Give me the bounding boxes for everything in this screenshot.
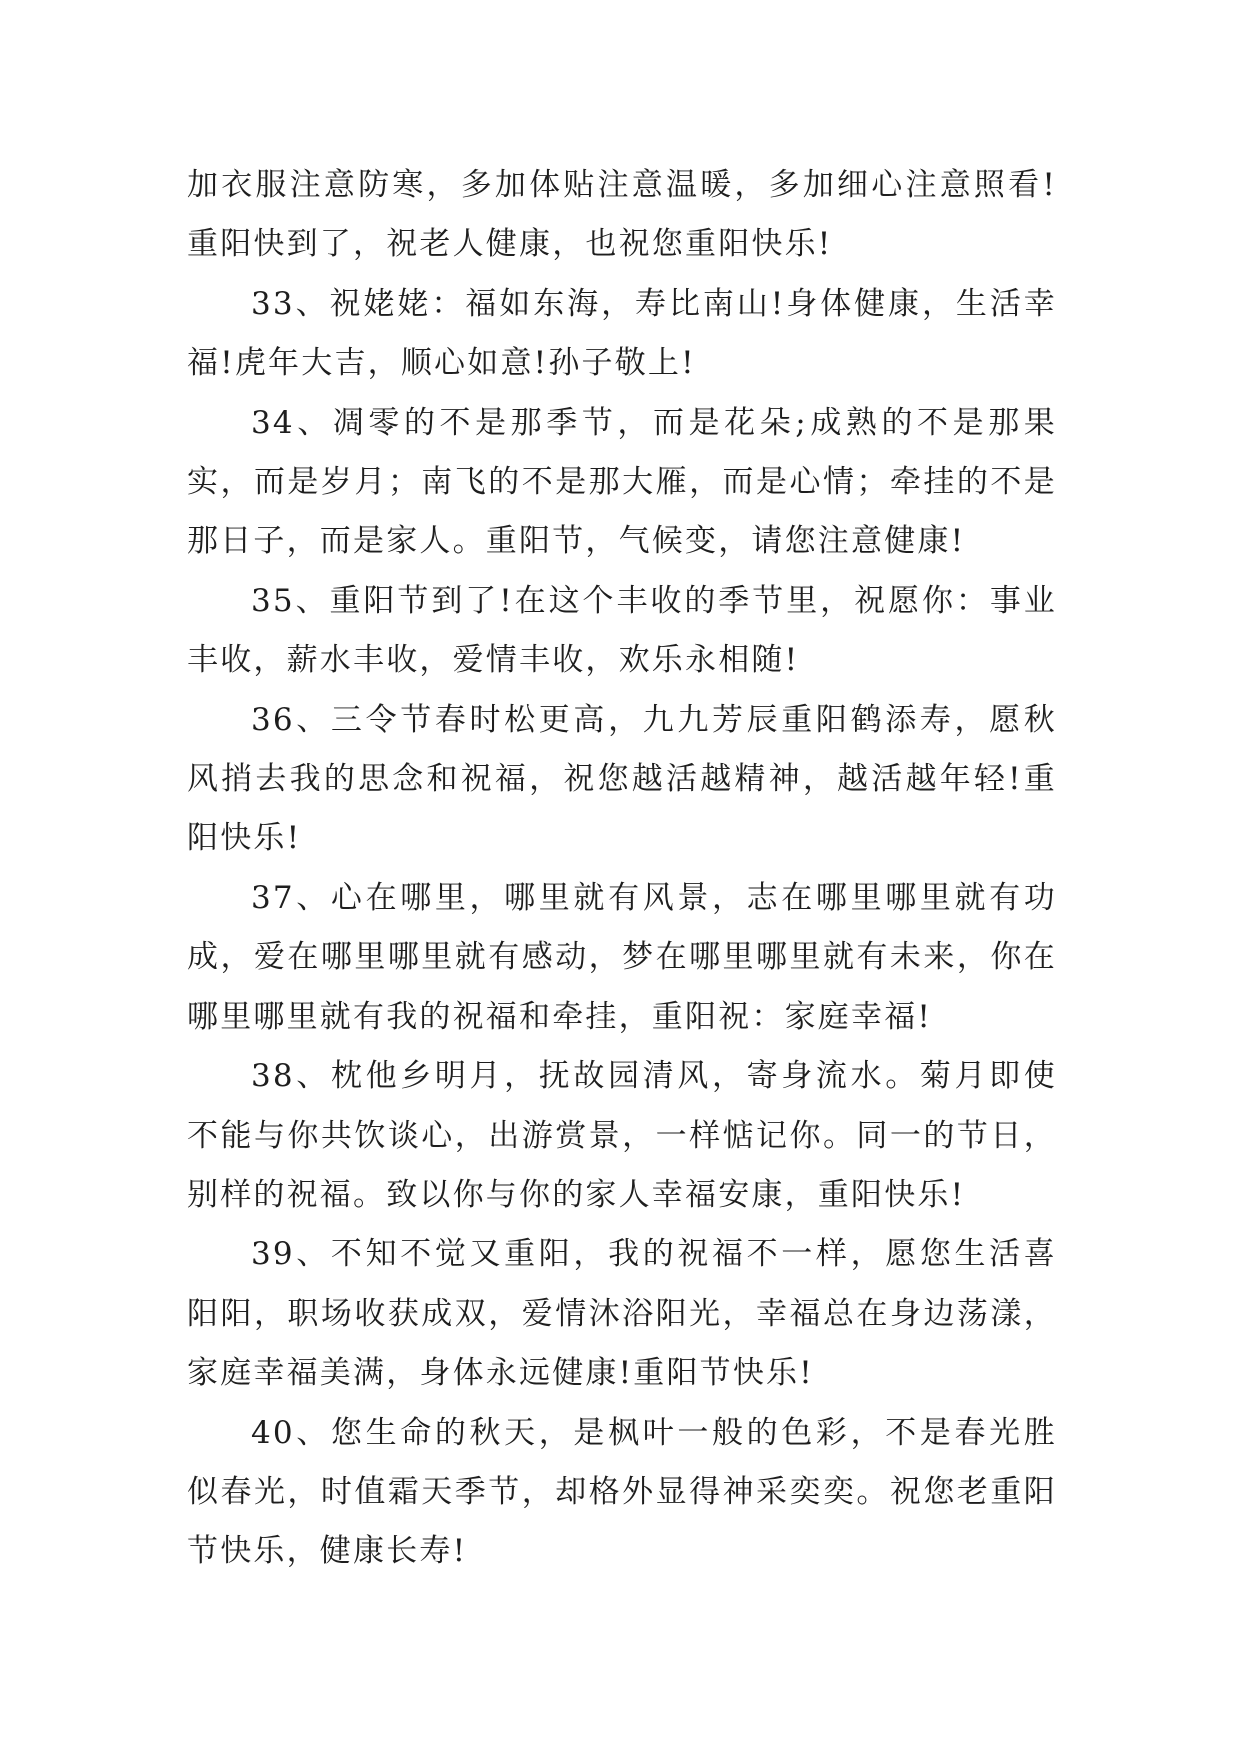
paragraph-35: 35、重阳节到了!在这个丰收的季节里，祝愿你：事业丰收，薪水丰收，爱情丰收，欢乐永相随! [187, 582, 1057, 679]
paragraph-34: 34、凋零的不是那季节，而是花朵;成熟的不是那果实，而是岁月；南飞的不是那大雁，而是心情；牵挂的不是那日子，而是家人。重阳节，气候变，请您注意健康! [187, 404, 1057, 560]
paragraph-continuation: 加衣服注意防寒，多加体贴注意温暖，多加细心注意照看!重阳快到了，祝老人健康，也祝您重阳快乐! [187, 167, 1057, 263]
paragraph-36: 36、三令节春时松更高，九九芳辰重阳鹤添寿，愿秋风捎去我的思念和祝福，祝您越活越精神，越活越年轻!重阳快乐! [187, 701, 1057, 857]
paragraph-39: 39、不知不觉又重阳，我的祝福不一样，愿您生活喜阳阳，职场收获成双，爱情沐浴阳光，幸福总在身边荡漾，家庭幸福美满，身体永远健康!重阳节快乐! [187, 1236, 1057, 1392]
paragraph-37: 37、心在哪里，哪里就有风景，志在哪里哪里就有功成，爱在哪里哪里就有感动，梦在哪里哪里就有未来，你在哪里哪里就有我的祝福和牵挂，重阳祝：家庭幸福! [187, 879, 1057, 1035]
paragraph-38: 38、枕他乡明月，抚故园清风，寄身流水。菊月即使不能与你共饮谈心，出游赏景，一样惦记你。同一的节日，别样的祝福。致以你与你的家人幸福安康，重阳快乐! [187, 1058, 1057, 1213]
paragraph-33: 33、祝姥姥：福如东海，寿比南山!身体健康，生活幸福!虎年大吉，顺心如意!孙子敬上! [187, 285, 1057, 382]
document-body [187, 156, 1057, 1582]
paragraph-40: 40、您生命的秋天，是枫叶一般的色彩，不是春光胜似春光，时值霜天季节，却格外显得神采奕奕。祝您老重阳节快乐，健康长寿! [187, 1414, 1057, 1570]
